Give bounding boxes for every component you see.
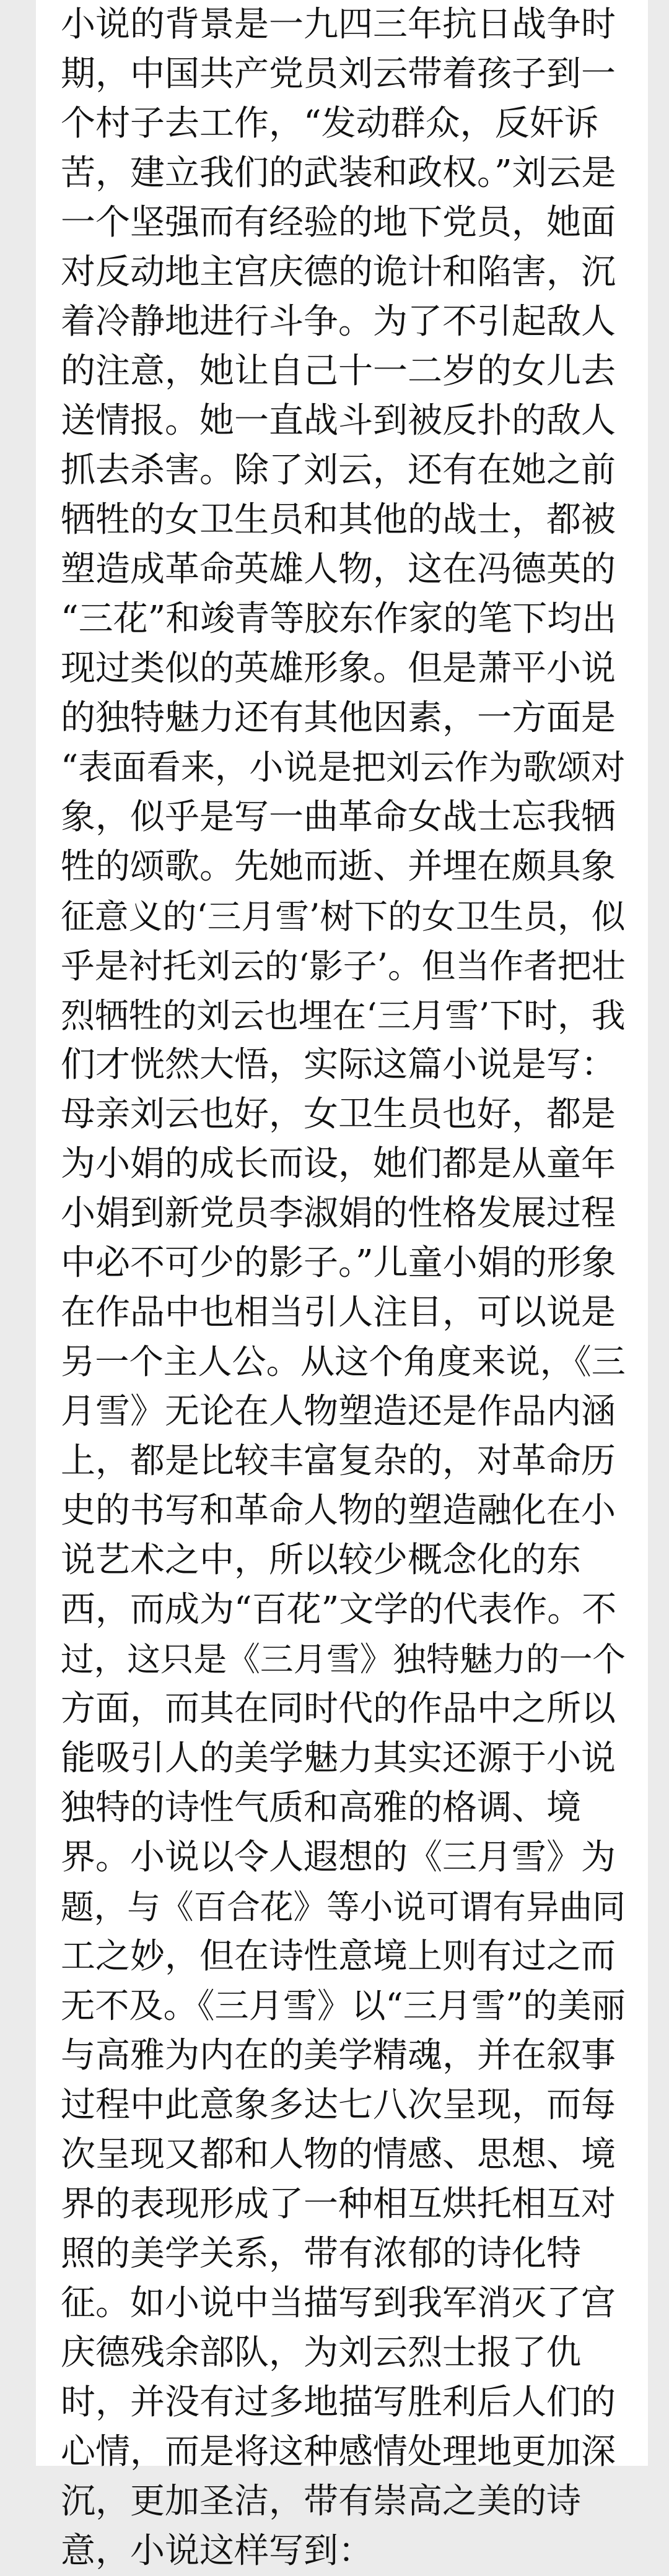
paragraph-line: 牲的颂歌。先她而逝、并埋在颇具象	[61, 846, 616, 887]
paragraph-line: 送情报。她一直战斗到被反扑的敌人	[61, 401, 616, 441]
paragraph-line: 次呈现又都和人物的情感、思想、境	[61, 2134, 616, 2175]
paragraph-line: 过，这只是《三月雪》独特魅力的一个	[61, 1640, 626, 1679]
paragraph-line: 在作品中也相当引人注目，可以说是	[61, 1292, 616, 1333]
paragraph-line: 说艺术之中，所以较少概念化的东	[61, 1540, 581, 1580]
paragraph-line: 期，中国共产党员刘云带着孩子到一	[61, 54, 616, 94]
paragraph-line: 的注意，她让自己十一二岁的女儿去	[61, 351, 616, 391]
paragraph-line: 一个坚强而有经验的地下党员，她面	[61, 202, 616, 243]
paragraph-line: 征意义的‘三月雪’树下的女卫生员，似	[61, 897, 626, 936]
paragraph-line: 界的表现形成了一种相互烘托相互对	[61, 2184, 616, 2224]
paragraph-line: 方面，而其在同时代的作品中之所以	[61, 1689, 616, 1729]
paragraph-line: 着冷静地进行斗争。为了不引起敌人	[61, 302, 616, 342]
paragraph-line: “表面看来，小说是把刘云作为歌颂对	[61, 748, 626, 788]
paragraph-line: 的独特魅力还有其他因素，一方面是	[61, 698, 616, 738]
paragraph-line: 为小娟的成长而设，她们都是从童年	[61, 1144, 616, 1184]
paragraph-line: 现过类似的英雄形象。但是萧平小说	[61, 648, 616, 689]
paragraph-line: 无不及。《三月雪》以“三月雪”的美丽	[61, 1986, 626, 2026]
paragraph-line: 塑造成革命英雄人物，这在冯德英的	[61, 549, 616, 590]
article-paragraph	[61, 0, 626, 2576]
paragraph-line: 独特的诗性气质和高雅的格调、境	[61, 1788, 581, 1828]
paragraph-line: 时，并没有过多地描写胜利后人们的	[61, 2382, 616, 2422]
paragraph-line: 过程中此意象多达七八次呈现，而每	[61, 2085, 616, 2125]
paragraph-line: 乎是衬托刘云的‘影子’。但当作者把壮	[61, 946, 626, 986]
paragraph-line: 与高雅为内在的美学精魂，并在叙事	[61, 2035, 616, 2076]
paragraph-line: 对反动地主宫庆德的诡计和陷害，沉	[61, 252, 616, 292]
paragraph-line: 抓去杀害。除了刘云，还有在她之前	[61, 450, 616, 490]
paragraph-line: 题，与《百合花》等小说可谓有异曲同	[61, 1887, 626, 1926]
paragraph-line: 界。小说以令人遐想的《三月雪》为	[61, 1837, 616, 1878]
paragraph-line: 庆德残余部队，为刘云烈士报了仇	[61, 2333, 581, 2373]
paragraph-line: 中必不可少的影子。”儿童小娟的形象	[61, 1243, 616, 1283]
paragraph-line: 牺牲的女卫生员和其他的战士，都被	[61, 500, 616, 540]
paragraph-line: 烈牺牲的刘云也埋在‘三月雪’下时，我	[61, 996, 626, 1035]
paragraph-line: 西，而成为“百花”文学的代表作。不	[61, 1590, 617, 1630]
paragraph-line: 意，小说这样写到：	[61, 2531, 373, 2571]
paragraph-line: “三花”和竣青等胶东作家的笔下均出	[61, 599, 617, 639]
paragraph-line: 心情，而是将这种感情处理地更加深	[61, 2432, 616, 2472]
paragraph-line: 象，似乎是写一曲革命女战士忘我牺	[61, 797, 616, 837]
paragraph-line: 小娟到新党员李淑娟的性格发展过程	[61, 1193, 616, 1234]
paragraph-line: 苦，建立我们的武装和政权。”刘云是	[61, 153, 616, 193]
paragraph-line: 月雪》无论在人物塑造还是作品内涵	[61, 1391, 616, 1432]
paragraph-line: 征。如小说中当描写到我军消灭了宫	[61, 2283, 616, 2323]
paragraph-line: 照的美学关系，带有浓郁的诗化特	[61, 2234, 581, 2274]
paragraph-line: 们才恍然大悟，实际这篇小说是写：	[61, 1045, 616, 1085]
paragraph-line: 史的书写和革命人物的塑造融化在小	[61, 1490, 616, 1531]
paragraph-line: 另一个主人公。从这个角度来说，《三	[61, 1342, 626, 1382]
document-page	[36, 0, 648, 2571]
paragraph-line: 个村子去工作，“发动群众，反奸诉	[61, 103, 599, 144]
paragraph-line: 沉，更加圣洁，带有崇高之美的诗	[61, 2481, 581, 2522]
paragraph-line: 上，都是比较丰富复杂的，对革命历	[61, 1441, 616, 1481]
paragraph-line: 小说的背景是一九四三年抗日战争时	[61, 4, 616, 45]
paragraph-line: 母亲刘云也好，女卫生员也好，都是	[61, 1094, 616, 1134]
paragraph-line: 工之妙，但在诗性意境上则有过之而	[61, 1936, 616, 1977]
paragraph-line: 能吸引人的美学魅力其实还源于小说	[61, 1738, 616, 1778]
